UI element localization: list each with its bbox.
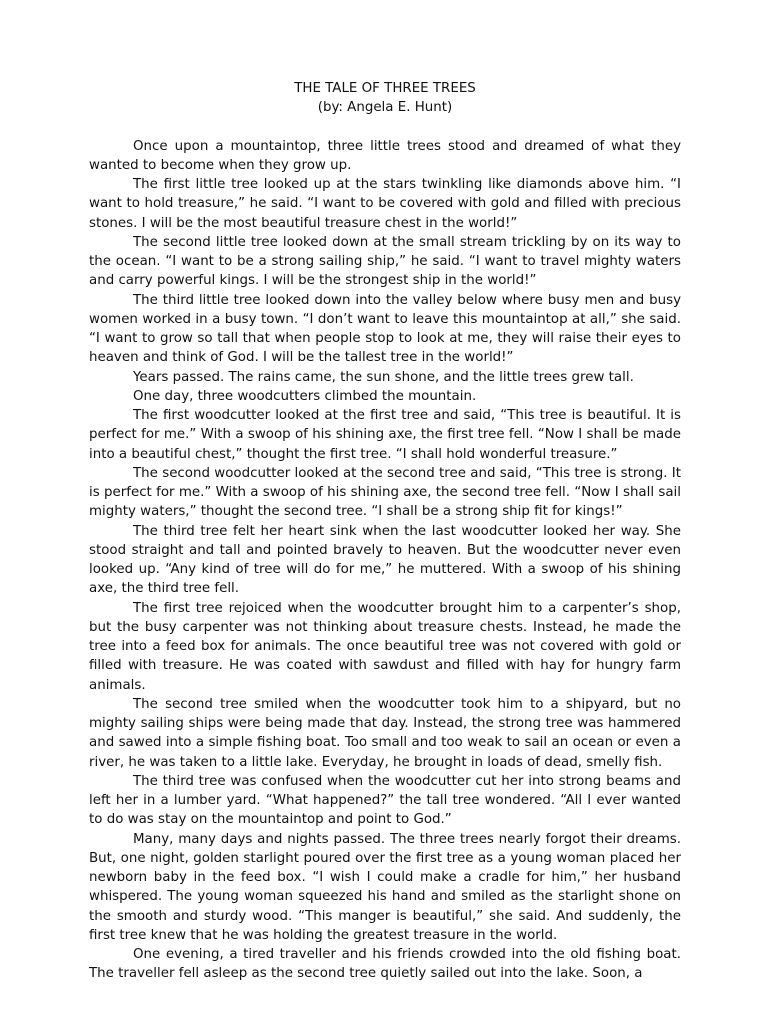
paragraph: One day, three woodcutters climbed the mountain.	[133, 388, 477, 404]
document-body	[89, 79, 681, 984]
document-byline: (by: Angela E. Hunt)	[317, 100, 453, 116]
paragraph: The third tree felt her heart sink when the last woodcutter looked her way. She stood straight and tall and pointed bravely to heaven. But the woodcutter never even looked up. “Any kind of tree will do for me,” he muttered. With a swoop of his shining axe, the third tree fell.	[89, 523, 681, 597]
paragraph: The first little tree looked up at the stars twinkling like diamonds above him. “I want to hold treasure,” he said. “I want to be covered with gold and filled with precious stones. I will be the most beautiful treasure chest in the world!”	[89, 177, 681, 231]
paragraph: The first tree rejoiced when the woodcutter brought him to a carpenter’s shop, but the busy carpenter was not thinking about treasure chests. Instead, he made the tree into a feed box for animals. The once beautiful tree was not covered with gold or filled with treasure. He was coated with sawdust and filled with hay for hungry farm animals.	[89, 600, 681, 693]
paragraph: The first woodcutter looked at the first tree and said, “This tree is beautiful. It is perfect for me.” With a swoop of his shining axe, the first tree fell. “Now I shall be made into a beautiful chest,” thought the first tree. “I shall hold wonderful treasure.”	[89, 408, 681, 462]
paragraph: Years passed. The rains came, the sun shone, and the little trees grew tall.	[133, 369, 634, 385]
paragraph: The third little tree looked down into the valley below where busy men and busy women worked in a busy town. “I don’t want to leave this mountaintop at all,” she said. “I want to grow so tall that when people stop to look at me, they will raise their eyes to heaven and think of God. I will be the tallest tree in the world!”	[89, 292, 681, 366]
paragraph: The third tree was confused when the woodcutter cut her into strong beams and left her in a lumber yard. “What happened?” the tall tree wondered. “All I ever wanted to do was stay on the mountaintop and point to God.”	[89, 773, 681, 828]
paragraph: Once upon a mountaintop, three little trees stood and dreamed of what they wanted to become when they grow up.	[89, 138, 681, 173]
paragraph: The second little tree looked down at the small stream trickling by on its way to the ocean. “I want to be a strong sailing ship,” he said. “I want to travel mighty waters and carry powerful kings. I will be the strongest ship in the world!”	[89, 234, 681, 289]
document-title: THE TALE OF THREE TREES	[294, 81, 476, 96]
paragraph: One evening, a tired traveller and his friends crowded into the old fishing boat. The traveller fell asleep as the second tree quietly sailed out into the lake. Soon, a	[89, 947, 681, 982]
paragraph: The second woodcutter looked at the second tree and said, “This tree is strong. It is perfect for me.” With a swoop of his shining axe, the second tree fell. “Now I shall sail mighty waters,” thought the second tree. “I shall be a strong ship fit for kings!”	[89, 465, 681, 520]
paragraph: The second tree smiled when the woodcutter took him to a shipyard, but no mighty sailing ships were being made that day. Instead, the strong tree was hammered and sawed into a simple fishing boat. Too small and too weak to sail an ocean or even a river, he was taken to a little lake. Everyday, he brought in loads of dead, smelly fish.	[89, 696, 681, 770]
paragraph: Many, many days and nights passed. The three trees nearly forgot their dreams. But, one night, golden starlight poured over the first tree as a young woman placed her newborn baby in the feed box. “I wish I could make a cradle for him,” her husband whispered. The young woman squeezed his hand and smiled as the starlight shone on the smooth and sturdy wood. “This manger is beautiful,” she said. And suddenly, the first tree knew that he was holding the greatest treasure in the world.	[89, 831, 681, 943]
